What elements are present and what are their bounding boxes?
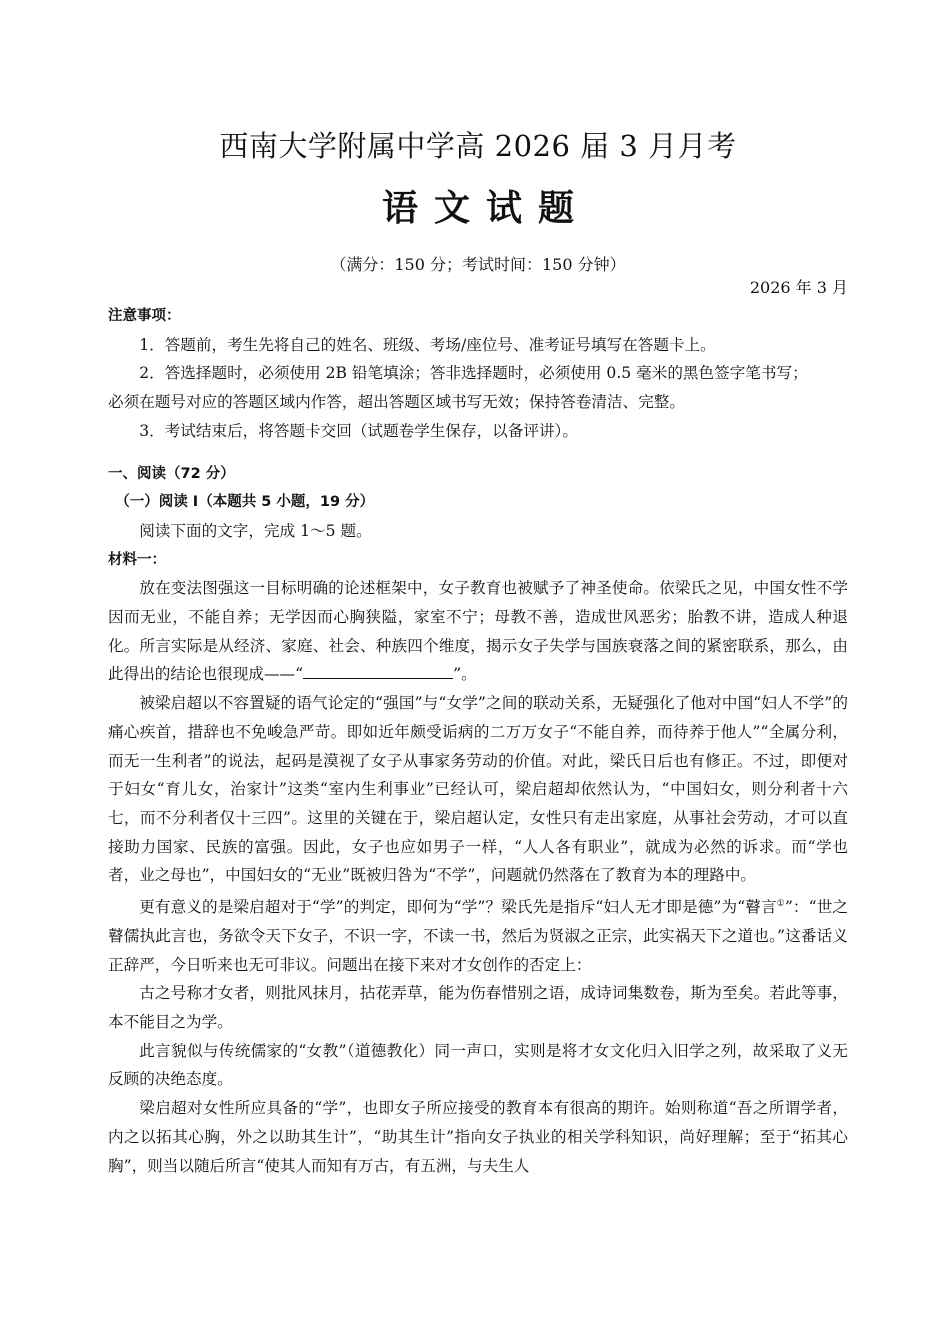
notice-item: 3．考试结束后，将答题卡交回（试题卷学生保存，以备评讲）。 <box>139 421 578 440</box>
reading-instruction: 阅读下面的文字，完成 1～5 题。 <box>139 521 372 540</box>
paragraph-3 <box>108 890 848 979</box>
fill-in-blank <box>303 664 453 679</box>
material-label: 材料一： <box>108 551 166 568</box>
paragraph-2: 被梁启超以不容置疑的语气论定的“强国”与“女学”之间的联动关系，无疑强化了他对中国“妇人不学”的痛心疾首，措辞也不免峻急严苛。即如近年颇受诟病的二万万女子“不能自养，而待养于他人”“全属分利，而无一生利者”的说法，起码是漠视了女子从事家务劳动的价值。对此，梁氏日后也有修正。不过，即便对于妇女“育儿女，治家计”这类“室内生利事业”已经认可，梁启超却依然认为，“中国妇女，则分利者十六七，而不分利者仅十三四”。这里的关键在于，梁启超认定，女性只有走出家庭，从事社会劳动，才可以直接助力国家、民族的富强。因此，女子也应如男子一样，“人人各有职业”，就成为必然的诉求。而“学也者，业之母也”，中国妇女的“无业”既被归咎为“不学”，问题就仍然落在了教育为本的理路中。 <box>108 694 848 885</box>
subject-title: 语文试题 <box>381 187 590 229</box>
sub-section-heading: （一）阅读 I（本题共 5 小题，19 分） <box>115 494 375 511</box>
school-title: 西南大学附属中学高 2026 届 3 月月考 <box>219 129 737 163</box>
paragraph-3-text-b: ”：“世之瞽儒执此言也，务欲令天下女子，不识一字，不读一书，然后为贤淑之正宗，此实祸天下之道也。”这番话义正辞严，今日听来也无可非议。问题出在接下来对才女创作的否定上： <box>108 898 848 974</box>
notice-heading: 注意事项： <box>108 308 181 324</box>
footnote-marker: ① <box>776 899 785 910</box>
notice-item: 2．答选择题时，必须使用 2B 铅笔填涂；答非选择题时，必须使用 0.5 毫米的黑色签字笔书写； <box>139 364 808 383</box>
paragraph-6: 梁启超对女性所应具备的“学”，也即女子所应接受的教育本有很高的期许。始则称道“吾之所谓学者，内之以拓其心胸，外之以助其生计”，“助其生计”指向女子执业的相关学科知识，尚好理解；至于“拓其心胸”，则当以随后所言“使其人而知有万古，有五洲，与夫生人 <box>108 1099 848 1175</box>
paragraph-5: 此言貌似与传统儒家的“女教”（道德教化）同一声口，实则是将才女文化归入旧学之列，故采取了义无反顾的决绝态度。 <box>108 1041 848 1089</box>
notice-item: 1．答题前，考生先将自己的姓名、班级、考场/座位号、准考证号填写在答题卡上。 <box>139 335 716 354</box>
exam-date: 2026 年 3 月 <box>749 278 848 297</box>
section-heading: 一、阅读（72 分） <box>108 465 235 482</box>
paragraph-1-text: 放在变法图强这一目标明确的论述框架中，女子教育也被赋予了神圣使命。依梁氏之见，中国女性不学因而无业，不能自养；无学因而心胸狭隘，家室不宁；母教不善，造成世风恶劣；胎教不讲，造成人种退化。所言实际是从经济、家庭、社会、种族四个维度，揭示女子失学与国族衰落之间的紧密联系，那么，由此得出的结论也很现成——“ <box>108 579 848 684</box>
paragraph-3-text-a: 更有意义的是梁启超对于“学”的判定，即何为“学”？梁氏先是指斥“妇人无才即是德”为“瞽言 <box>139 898 777 917</box>
notice-item: 必须在题号对应的答题区域内作答，超出答题区域书写无效；保持答卷清洁、完整。 <box>108 393 685 412</box>
score-info: （满分：150 分；考试时间：150 分钟） <box>330 255 626 274</box>
paragraph-1 <box>108 574 848 689</box>
exam-body <box>108 302 848 1180</box>
quote-paragraph: 古之号称才女者，则批风抹月，拈花弄草，能为伤春惜别之语，成诗词集数卷，斯为至矣。若此等事，本不能目之为学。 <box>108 984 848 1032</box>
paragraph-1-end: ”。 <box>453 665 477 684</box>
